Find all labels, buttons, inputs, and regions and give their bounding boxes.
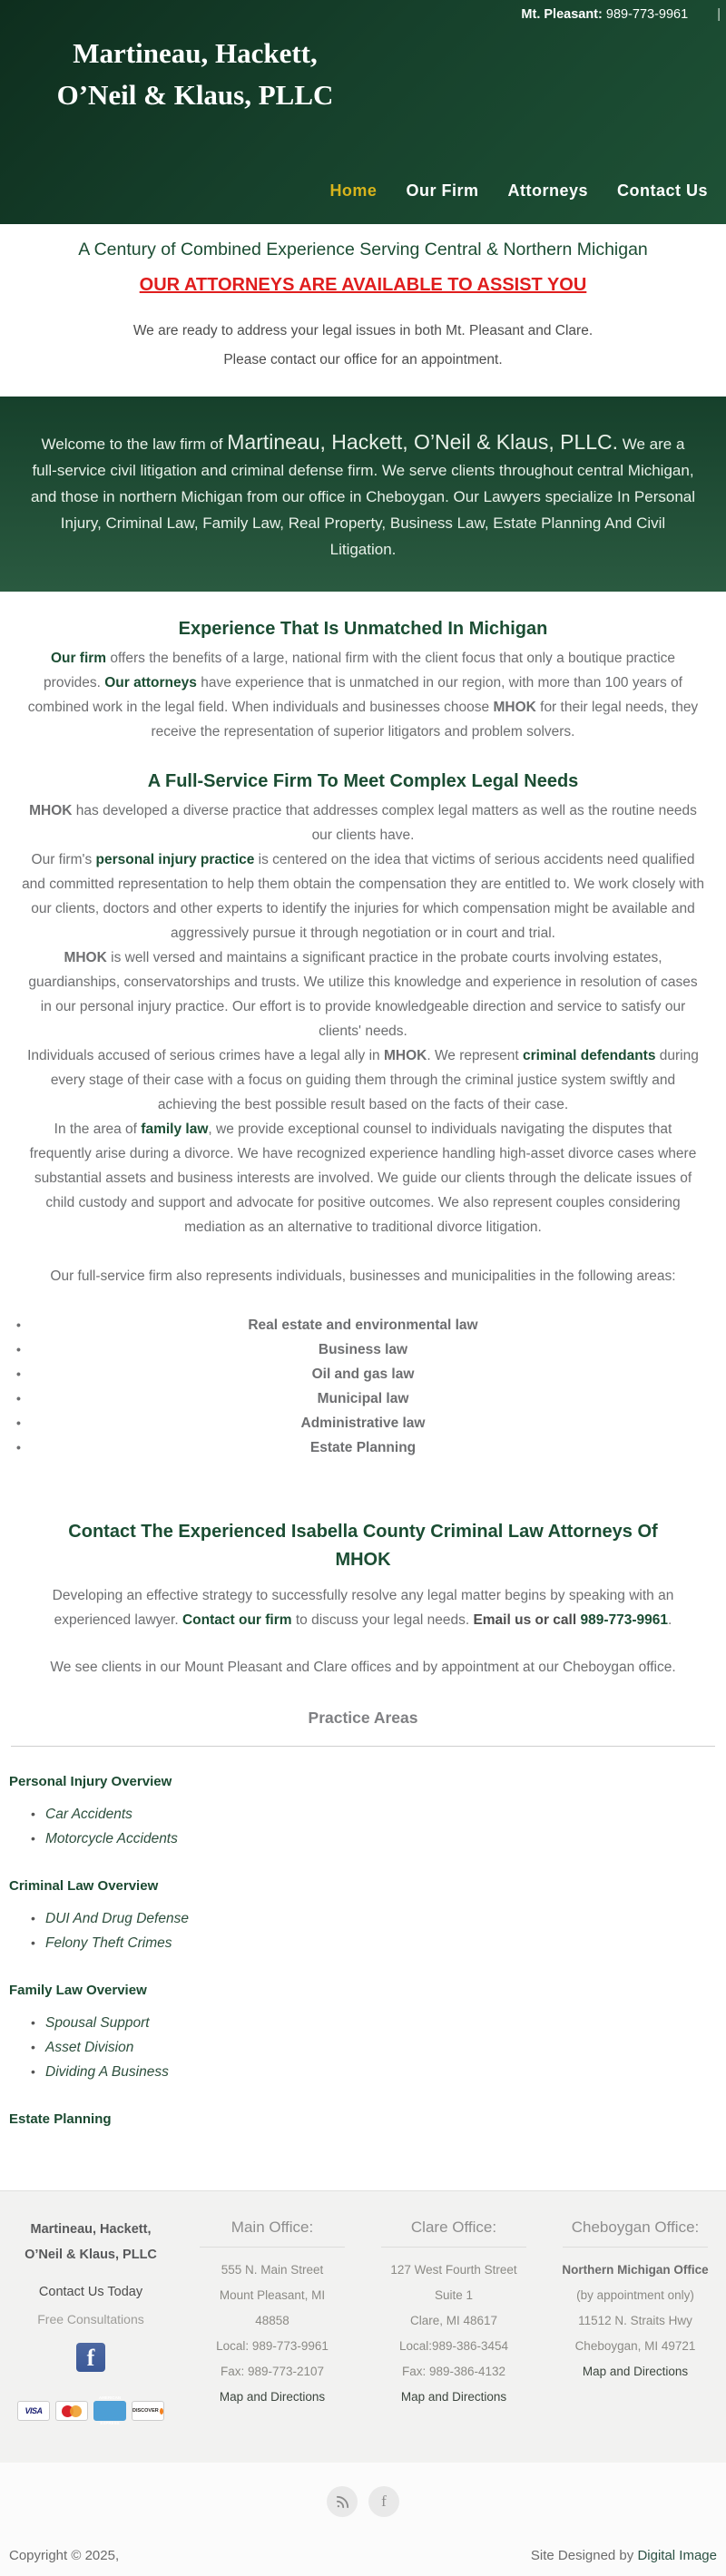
area-label: Municipal law [317,1391,409,1406]
topbar [521,7,721,22]
main-office-map-link[interactable]: Map and Directions [219,2390,326,2404]
american-express-icon: AMERICAN EXPRESS [93,2401,126,2421]
cheboygan-office-name: Northern Michigan Office [562,2263,709,2277]
footer-main-office-column [182,2217,363,2421]
practice-group-list [9,1906,717,1955]
footer-brand-column [0,2217,182,2425]
clare-office-map-link[interactable]: Map and Directions [400,2390,507,2404]
bullet-icon: • [16,1342,21,1357]
site-credit [531,2548,717,2563]
practice-group-criminal-law[interactable]: Criminal Law Overview [9,1878,159,1894]
welcome-firm-name: Martineau, Hackett, O’Neil & Klaus, PLLC. [227,430,619,454]
practice-link-label: Dividing A Business [45,2064,169,2080]
discover-card-icon: DISCOVER [132,2401,164,2421]
experience-heading: Experience That Is Unmatched In Michigan [178,619,548,639]
footer-clare-office-column [363,2217,544,2421]
facebook-glyph: f [381,2493,387,2510]
intro-line-1: We are ready to address your legal issues in both Mt. Pleasant and Clare. [132,323,594,338]
area-label: Oil and gas law [311,1366,415,1382]
column-divider [200,2247,345,2248]
welcome-prefix: Welcome to the law firm of [41,436,228,453]
bullet-icon: • [31,1831,35,1846]
main-content [0,619,726,1728]
practice-area-bullet-list [16,1313,704,1460]
area-label: Estate Planning [309,1440,417,1455]
site-credit-prefix: Site Designed by [530,2548,638,2563]
bullet-icon: • [16,1317,21,1332]
area-item [16,1313,704,1337]
area-item [16,1362,704,1386]
main-office-address-line: Mount Pleasant, MI [219,2288,326,2302]
site-header [0,0,726,224]
area-label: Administrative law [300,1415,426,1431]
clare-office-address-line: 127 West Fourth Street [390,2263,517,2277]
family-law-paragraph: In the area of family law, we provide exceptional counsel to individuals navigating the disputes that frequently arise during a divorce. We have recognized experience handling high-asset divorce cases where substantial assets and business interests are involved. We guide our clients through the delicate issues of child custody and support and advocate for positive outcomes. We also represent couples considering mediation as an alternative to traditional divorce litigation. [29,1121,697,1235]
visa-card-icon: VISA [17,2401,50,2421]
main-office-local-phone: Local: 989-773-9961 [216,2339,329,2353]
area-item [16,1435,704,1460]
practice-group-list [9,2011,717,2084]
firm-name-line1: Martineau, Hackett, [73,37,318,69]
bullet-icon: • [31,1935,35,1950]
copyright-row [0,2517,726,2576]
copyright-text: Copyright © 2025, [9,2548,120,2563]
contact-heading: Contact The Experienced Isabella County Criminal Law Attorneys Of MHOK [68,1522,658,1570]
footer-cheboygan-office-column [544,2217,726,2421]
footer-free-consultations: Free Consultations [37,2312,144,2326]
practice-group-estate-planning[interactable]: Estate Planning [9,2111,112,2127]
nav-home[interactable]: Home [329,181,378,200]
practice-link-car-accidents[interactable] [9,1802,717,1827]
intro-line-2: Please contact our office for an appointment. [223,352,503,367]
bullet-icon: • [16,1440,21,1455]
practice-link-asset-division[interactable] [9,2035,717,2060]
full-service-heading: A Full-Service Firm To Meet Complex Legal Needs [147,771,579,791]
practice-link-label: Spousal Support [45,2015,150,2031]
practice-areas-divider [11,1746,715,1747]
clare-office-address-line: Clare, MI 48617 [409,2314,498,2327]
practice-link-dui-drug-defense[interactable] [9,1906,717,1931]
area-item [16,1386,704,1411]
practice-link-label: Motorcycle Accidents [45,1831,178,1846]
footer-firm-line1: Martineau, Hackett, [30,2222,152,2237]
area-item [16,1411,704,1435]
bullet-icon: • [16,1366,21,1381]
area-label: Business law [318,1342,408,1357]
facebook-glyph: f [86,2345,95,2371]
main-office-heading: Main Office: [231,2218,314,2236]
bullet-icon: • [31,2064,35,2079]
facebook-circle-icon[interactable] [368,2486,399,2517]
practice-link-label: Car Accidents [45,1807,132,1822]
main-nav [329,181,708,201]
cheboygan-office-address-line: 11512 N. Straits Hwy [578,2314,692,2327]
site-footer [0,2190,726,2463]
topbar-office-label: Mt. Pleasant: [521,7,603,22]
footer-contact-us-link[interactable]: Contact Us Today [38,2285,143,2299]
welcome-banner [0,397,726,592]
column-divider [381,2247,526,2248]
mastercard-icon [55,2401,88,2421]
rss-icon[interactable] [327,2486,358,2517]
practice-group-family-law[interactable]: Family Law Overview [9,1983,147,1998]
probate-paragraph: MHOK is well versed and maintains a significant practice in the probate courts involving estates, guardianships, conservatorships and trusts. We utilize this knowledge and experience in resolution of cases in our personal injury practice. Our effort is to provide knowledgeable direction and service to satisfy our clients' needs. [28,950,698,1039]
practice-areas-title: Practice Areas [308,1709,418,1727]
practice-link-spousal-support[interactable] [9,2011,717,2035]
tagline: A Century of Combined Experience Serving Central & Northern Michigan [78,240,648,260]
bullet-icon: • [16,1391,21,1406]
experience-paragraph: Our firm offers the benefits of a large, national firm with the client focus that only a boutique practice provides. Our attorneys have experience that is unmatched in our region, with more than 100 years of combined work in the legal field. When individuals and businesses choose MHOK for their legal needs, they receive the representation of superior litigators and problem solvers. [27,651,699,739]
areas-intro-paragraph: Our full-service firm also represents individuals, businesses and municipalities in the following areas: [50,1268,676,1284]
clare-office-heading: Clare Office: [410,2218,497,2236]
welcome-body: We are a full-service civil litigation and criminal defense firm. We serve clients throughout central Michigan, and those in northern Michigan from our office in Cheboygan. Our Lawyers specialize In Personal Injury, Criminal Law, Family Law, Real Property, Business Law, Estate Planning And Civil Litigation. [30,436,696,558]
bullet-icon: • [31,1911,35,1925]
payment-methods [0,2395,182,2425]
firm-logo[interactable] [0,0,381,116]
practice-link-label: DUI And Drug Defense [45,1911,189,1926]
personal-injury-paragraph: Our firm's personal injury practice is centered on the idea that victims of serious accidents need qualified and committed representation to help them obtain the compensation they are entitled to. We work closely with our clients, doctors and other experts to identify the injuries for which compensation might be available and aggressively pursue it through negotiation or in court and trial. [22,852,704,941]
main-office-address-line: 48858 [255,2314,289,2327]
practice-link-felony-theft-crimes[interactable] [9,1931,717,1955]
area-label: Real estate and environmental law [248,1317,478,1333]
intro-section [0,236,726,368]
attorneys-available-banner: OUR ATTORNEYS ARE AVAILABLE TO ASSIST YOU [139,275,587,295]
nav-attorneys[interactable]: Attorneys [507,181,588,200]
criminal-defense-paragraph: Individuals accused of serious crimes have a legal ally in MHOK. We represent criminal defendants during every stage of their case with a focus on guiding them through the criminal justice system swiftly and achieving the best possible result based on the facts of their case. [27,1048,699,1112]
clare-office-fax: Fax: 989-386-4132 [401,2365,506,2378]
bullet-icon: • [31,1807,35,1821]
bullet-icon: • [31,2040,35,2054]
practice-areas-nav [0,1774,726,2190]
offices-note: We see clients in our Mount Pleasant and Clare offices and by appointment at our Cheboygan office. [50,1660,676,1675]
clare-office-address-line: Suite 1 [434,2288,474,2302]
area-item [16,1337,704,1362]
full-service-paragraph-1: MHOK has developed a diverse practice that addresses complex legal matters as well as the routine needs our clients have. [29,803,697,843]
practice-link-motorcycle-accidents[interactable] [9,1827,717,1851]
topbar-separator: | [717,7,721,22]
nav-contact-us[interactable]: Contact Us [616,181,708,200]
footer-firm-line2: O’Neil & Klaus, PLLC [25,2248,157,2262]
cheboygan-office-address-line: Cheboygan, MI 49721 [574,2339,696,2353]
main-office-address-line: 555 N. Main Street [221,2263,324,2277]
practice-group-list [9,1802,717,1851]
practice-link-dividing-a-business[interactable] [9,2060,717,2084]
column-divider [563,2247,708,2248]
practice-link-label: Asset Division [45,2040,134,2055]
designer-link[interactable]: Digital Image [637,2548,717,2563]
bullet-icon: • [16,1415,21,1430]
bottom-bar [0,2463,726,2576]
bullet-icon: • [31,2015,35,2030]
facebook-icon[interactable] [76,2343,105,2372]
topbar-phone-number[interactable]: 989-773-9961 [605,7,689,22]
cheboygan-office-address-line: (by appointment only) [576,2288,694,2302]
contact-paragraph: Developing an effective strategy to successfully resolve any legal matter begins by speaking with an experienced lawyer. Contact our firm to discuss your legal needs. Email us or call 989-773-9961. [52,1588,674,1628]
main-office-fax: Fax: 989-773-2107 [220,2365,325,2378]
cheboygan-office-heading: Cheboygan Office: [571,2218,700,2236]
nav-our-firm[interactable]: Our Firm [406,181,479,200]
clare-office-local-phone: Local:989-386-3454 [398,2339,509,2353]
social-links [0,2463,726,2517]
firm-name-line2: O’Neil & Klaus, PLLC [56,79,334,111]
practice-link-label: Felony Theft Crimes [45,1935,172,1951]
practice-group-personal-injury[interactable]: Personal Injury Overview [9,1774,172,1789]
cheboygan-office-map-link[interactable]: Map and Directions [582,2365,689,2378]
